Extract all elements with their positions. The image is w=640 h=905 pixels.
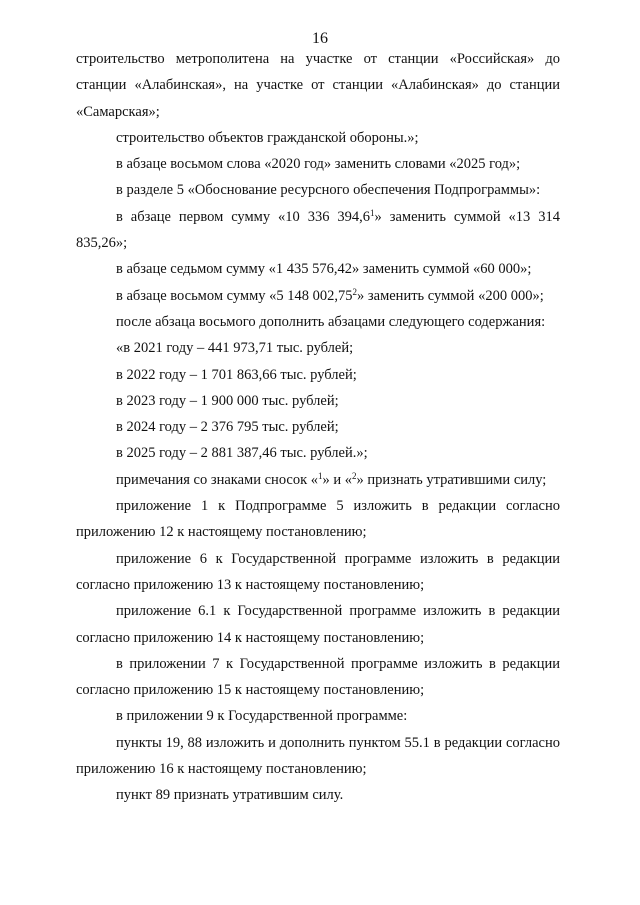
footnotes-text-mid: » и « — [322, 471, 353, 488]
footnote-mark-2: 2 — [352, 286, 358, 297]
paragraph-point-89: пункт 89 признать утратившим силу. — [116, 787, 344, 804]
paragraph-year-replace: в абзаце восьмом слова «2020 год» заменить словами «2025 год»; — [116, 156, 521, 173]
footnote-sign-1: 1 — [318, 470, 323, 481]
paragraph-appendix-7: в приложении 7 к Государственной программе изложить в редакции согласно приложению 15 к настоящему постановлению; — [76, 655, 560, 699]
paragraph-metro-construction: строительство метрополитена на участке от станции «Российская» до станции «Алабинская», на участке от станции «Алабинская» до станции «Самарская»; — [76, 51, 560, 120]
paragraph-appendix-9: в приложении 9 к Государственной программе: — [116, 708, 408, 725]
paragraph-add-after-eighth: после абзаца восьмого дополнить абзацами следующего содержания: — [116, 313, 546, 330]
paragraph-appendix-6-1: приложение 6.1 к Государственной программе изложить в редакции согласно приложению 14 к настоящему постановлению; — [76, 603, 560, 646]
eighth-sum-text-start: в абзаце восьмом сумму «5 148 002,75 — [116, 287, 353, 304]
paragraph-appendix-6: приложение 6 к Государственной программе изложить в редакции согласно приложению 13 к настоящему постановлению; — [76, 550, 560, 593]
paragraph-points-19-88: пункты 19, 88 изложить и дополнить пунктом 55.1 в редакции согласно приложению 16 к настоящему постановлению; — [76, 734, 560, 778]
paragraph-year-2021: «в 2021 году – 441 973,71 тыс. рублей; — [116, 340, 354, 357]
paragraph-seventh-sum: в абзаце седьмом сумму «1 435 576,42» заменить суммой «60 000»; — [116, 261, 532, 278]
paragraph-year-2024: в 2024 году – 2 376 795 тыс. рублей; — [116, 419, 339, 436]
paragraph-civil-defense: строительство объектов гражданской обороны.»; — [116, 129, 419, 146]
page-number: 16 — [312, 30, 328, 47]
first-sum-text-start: в абзаце первом сумму «10 336 394,6 — [116, 208, 371, 225]
document-body — [76, 46, 560, 809]
first-sum-text-end: » заменить суммой «13 314 835,26»; — [76, 208, 560, 252]
paragraph-year-2023: в 2023 году – 1 900 000 тыс. рублей; — [116, 392, 339, 409]
footnotes-text-end: » признать утратившими силу; — [356, 471, 547, 488]
paragraph-year-2022: в 2022 году – 1 701 863,66 тыс. рублей; — [116, 366, 357, 383]
paragraph-footnotes-void — [76, 467, 560, 493]
paragraph-first-sum — [76, 204, 560, 257]
paragraph-appendix-1: приложение 1 к Подпрограмме 5 изложить в редакции согласно приложению 12 к настоящему постановлению; — [76, 498, 560, 541]
footnotes-text-start: примечания со знаками сносок « — [116, 471, 319, 488]
footnote-sign-2: 2 — [352, 470, 357, 481]
paragraph-section-5: в разделе 5 «Обоснование ресурсного обеспечения Подпрограммы»: — [116, 182, 541, 199]
paragraph-year-2025: в 2025 году – 2 881 387,46 тыс. рублей.»; — [116, 445, 368, 462]
footnote-mark-1: 1 — [370, 207, 375, 218]
eighth-sum-text-end: » заменить суммой «200 000»; — [357, 287, 544, 304]
paragraph-eighth-sum — [76, 283, 560, 309]
